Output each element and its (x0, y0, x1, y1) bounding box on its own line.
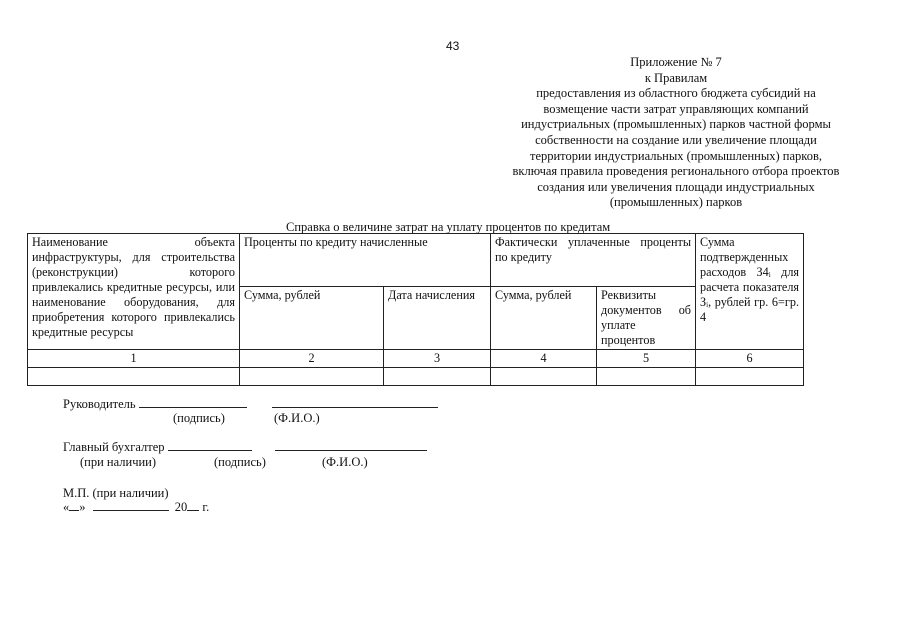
accountant-signature-line (63, 440, 427, 455)
accountant-sign-caption: (подпись) (214, 455, 266, 469)
accountant-name-caption: (Ф.И.О.) (322, 455, 368, 469)
interest-costs-table (27, 233, 804, 386)
appendix-line: собственности на создание или увеличение площади (535, 132, 817, 147)
table-cell[interactable] (240, 368, 384, 386)
header-object-name: Наименование объекта инфраструктуры, для строительства (реконструкции) которого привлекались кредитные ресурсы, или наименование оборудования, для приобретения которого привлекались кредитные ресурсы (28, 234, 240, 350)
accountant-label: Главный бухгалтер (63, 440, 165, 454)
head-sign-caption: (подпись) (173, 411, 225, 425)
appendix-title: Приложение № 7 (630, 55, 722, 69)
table-cell[interactable] (28, 368, 240, 386)
appendix-line: (промышленных) парков (609, 195, 743, 210)
date-year-field[interactable] (187, 510, 199, 511)
appendix-line: к Правилам (644, 70, 708, 85)
table-cell[interactable] (491, 368, 597, 386)
header-paid-sum: Сумма, рублей (491, 287, 597, 350)
column-number: 5 (597, 350, 696, 368)
column-number: 4 (491, 350, 597, 368)
appendix-line: территории индустриальных (промышленных) парков, (529, 148, 822, 163)
table-cell[interactable] (597, 368, 696, 386)
header-accrual-date: Дата начисления (384, 287, 491, 350)
appendix-line: создания или увеличения площади индустриальных (537, 179, 815, 194)
accountant-sign-field[interactable] (168, 450, 252, 451)
header-confirmed-expenses: Сумма подтвержденных расходов З4ᵢ для расчета показателя Зᵢ, рублей гр. 6=гр. 4 (696, 234, 804, 350)
appendix-line: индустриальных (промышленных) парков частной формы (521, 117, 831, 132)
date-year-prefix: 20 (174, 500, 188, 514)
date-month-field[interactable] (93, 510, 169, 511)
appendix-line: возмещение части затрат управляющих компаний (543, 101, 809, 116)
date-close-quote: » (79, 500, 86, 514)
head-label: Руководитель (63, 397, 136, 411)
accountant-name-field[interactable] (275, 450, 427, 451)
appendix-line: предоставления из областного бюджета субсидий на (536, 86, 816, 101)
table-cell[interactable] (696, 368, 804, 386)
date-line (63, 500, 209, 515)
appendix-line: включая правила проведения регионального отбора проектов (512, 164, 840, 179)
head-signature-line (63, 397, 438, 412)
accountant-note: (при наличии) (80, 455, 157, 469)
head-name-field[interactable] (272, 407, 438, 408)
head-sign-field[interactable] (139, 407, 247, 408)
stamp-note: М.П. (при наличии) (63, 486, 169, 500)
column-number: 6 (696, 350, 804, 368)
table-row (28, 368, 804, 386)
header-accrued-interest: Проценты по кредиту начисленные (240, 234, 491, 287)
column-number: 1 (28, 350, 240, 368)
date-suffix: г. (202, 500, 210, 514)
header-payment-documents: Реквизиты документов об уплате процентов (597, 287, 696, 350)
header-accrued-sum: Сумма, рублей (240, 287, 384, 350)
table-cell[interactable] (384, 368, 491, 386)
appendix-header (498, 55, 854, 211)
column-number: 3 (384, 350, 491, 368)
page-number: 43 (446, 39, 460, 53)
date-day-field[interactable] (69, 510, 79, 511)
column-number: 2 (240, 350, 384, 368)
document-title: Справка о величине затрат на уплату процентов по кредитам (286, 220, 611, 234)
head-name-caption: (Ф.И.О.) (274, 411, 320, 425)
date-open-quote: « (63, 500, 70, 514)
header-paid-interest: Фактически уплаченные проценты по кредиту (491, 234, 696, 287)
